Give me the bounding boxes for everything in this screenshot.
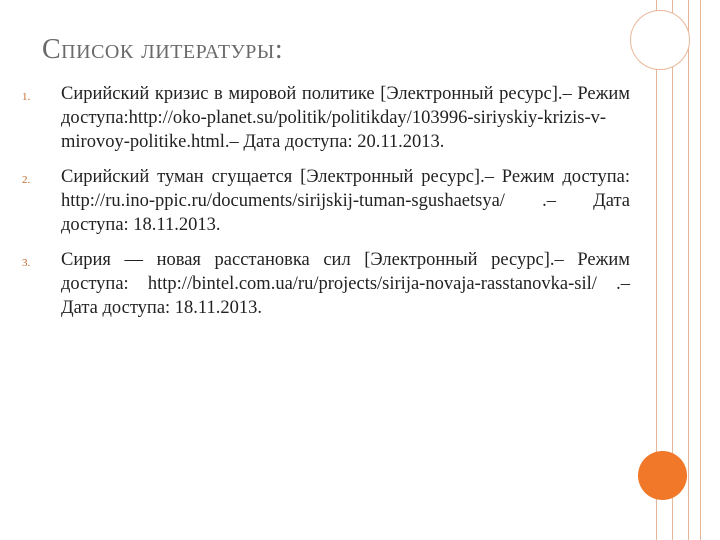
list-number: 1. — [22, 91, 31, 103]
reference-text: Сирийский кризис в мировой политике [Электронный ресурс].– Режим доступа:http://oko-planet.su/politik/politikday/103996-siriyskiy-krizis-v-mirovoy-politike.html.– Дата доступа: 20.11.2013. — [61, 84, 630, 152]
list-item — [22, 248, 630, 320]
list-number: 2. — [22, 174, 31, 186]
page-title: Список литературы: — [42, 34, 284, 65]
decorative-circle-filled — [638, 451, 687, 500]
list-number: 3. — [22, 257, 31, 269]
decorative-circle-outline — [630, 10, 690, 70]
reference-text: Сирийский туман сгущается [Электронный ресурс].– Режим доступа: http://ru.ino-ppic.ru/documents/sirijskij-tuman-sgushaetsya/ .– Дата доступа: 18.11.2013. — [61, 167, 630, 235]
decorative-vertical-line — [688, 0, 689, 540]
decorative-vertical-line — [700, 0, 701, 540]
references-list — [22, 82, 630, 331]
list-item — [22, 82, 630, 154]
list-item — [22, 165, 630, 237]
reference-text: Сирия — новая расстановка сил [Электронный ресурс].– Режим доступа: http://bintel.com.ua/ru/projects/sirija-novaja-rasstanovka-sil/ .– Дата доступа: 18.11.2013. — [61, 250, 630, 318]
